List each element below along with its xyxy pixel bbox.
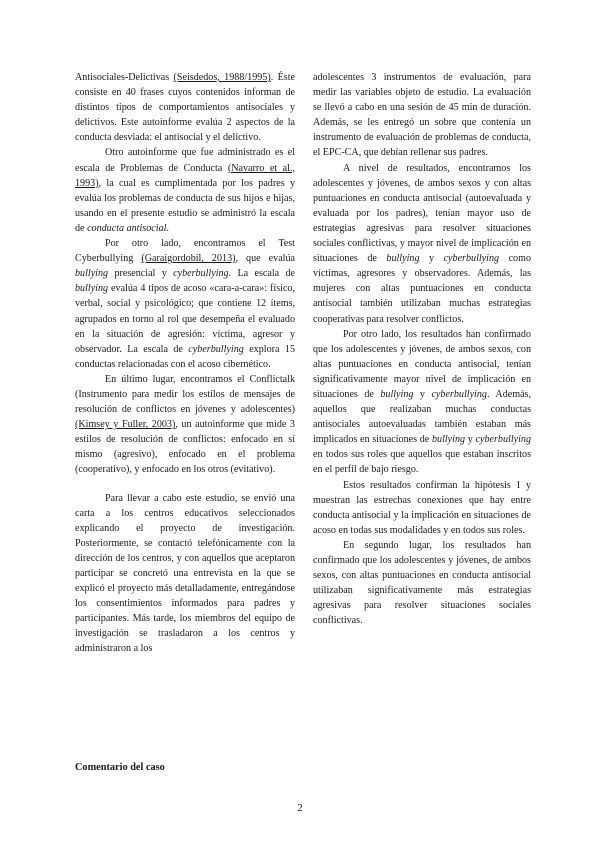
text-span: , la cual es cumplimentada por los padres y evalúa los problemas de conducta de sus hijos e hijas, usando en el presente estudio se administró la escala de [75, 177, 295, 234]
emphasis: cyberbullying [188, 343, 244, 355]
text-span: y [465, 434, 476, 446]
text-span: presencial y [108, 268, 174, 280]
emphasis: bullying [386, 253, 420, 265]
text-span: Por otro lado, los resultados han confirmado que los adolescentes y jóvenes, de ambos sexos, con altas puntuaciones en conducta antisocial, tenían significativamente mayor nivel de implicación en situaciones de [313, 328, 531, 400]
paragraph-6: adolescentes 3 instrumentos de evaluación, para medir las variables objeto de estudio. La evaluación se llevó a cabo en una sesión de 45 min de duración. Además, se les entregó un sobre que contenía un instrumento de evaluación de problemas de conducta, el EPC-CA, que debían rellenar sus padres. [313, 72, 531, 159]
text-span: . Éste consiste en 40 frases cuyos contenidos informan de distintos tipos de comportamientos antisociales y delictivos. Este autoinforme evalúa 2 aspectos de la conducta desviada: el antisocial y el delictivo. [75, 72, 295, 144]
text-span: explora 15 conductas relacionadas con el acoso cibernético. [75, 343, 295, 370]
emphasis: bullying [431, 434, 466, 446]
emphasis: cyberbullying [443, 253, 500, 265]
text-span: . La escala de [228, 268, 296, 280]
text-span: En último lugar, encontramos el Conflictalk (Instrumento para medir los estilos de mensajes de resolución de conflictos en jóvenes y adolescentes) [75, 373, 295, 416]
citation-link[interactable]: (Kimsey y Fuller, 2003) [75, 419, 176, 431]
emphasis: cyberbullying [173, 268, 229, 280]
paragraph-7 [313, 161, 531, 327]
text-span: y [413, 388, 432, 400]
text-span: evalúa 4 tipos de acoso «cara-a-cara»: físico, verbal, social y psicológico; que contiene 12 ítems, agrupados en torno al rol que desempeña el evaluado en la situación de agresión: víctima, agresor y observador. La escala de [75, 283, 295, 355]
emphasis: bullying [380, 388, 414, 400]
right-column [313, 70, 531, 628]
citation-link[interactable]: (Navarro et al., 1993) [75, 162, 295, 189]
text-span: , un autoinforme que mide 3 estilos de resolución de conflictos: enfocado en sí mismo (agresivo), enfocado en el problema (cooperativo), y enfocado en los otros (evitativo). [75, 419, 295, 476]
text-span: , que evalúa [235, 253, 296, 265]
paragraph-5: Para llevar a cabo este estudio, se envió una carta a los centros educativos seleccionados explicando el proyecto de investigación. Posteriormente, se contactó telefónicamente con la dirección de los centros, y con aquellos que aceptaron participar se concretó una entrevista en la que se explicó el proyecto más detalladamente, entregándose los consentimientos informados para padres y participantes. Más tarde, los miembros del equipo de investigación se trasladaron a los centros y administraron a los [75, 492, 295, 655]
emphasis: cyberbullying [431, 388, 487, 400]
text-span: A nivel de resultados, encontramos los adolescentes y jóvenes, de ambos sexos y con altas puntuaciones en conducta antisocial (autoevaluada y evaluada por los padres), tenían mayor uso de estrategias agresivas para resolver situaciones sociales conflictivas, y mayor nivel de implicación en situaciones de [313, 162, 531, 265]
citation-link[interactable]: (Seisdedos, 1988/1995) [173, 72, 271, 83]
text-span: . Además, aquellos que realizaban muchas conductas antisociales autoevaluadas también estaban más implicados en situaciones de [313, 388, 531, 446]
paragraph-3 [75, 236, 295, 372]
paragraph-4 [75, 372, 295, 478]
paragraph-8 [313, 327, 531, 478]
text-span: Otro autoinforme que fue administrado es el escala de Problemas de Conducta [75, 147, 295, 174]
emphasis: bullying [75, 268, 109, 280]
text-span: . [166, 222, 169, 234]
section-heading: Comentario del caso [75, 762, 165, 773]
text-span: Antisociales-Delictivas [75, 72, 174, 83]
emphasis: bullying [75, 283, 109, 295]
page-number: 2 [297, 802, 303, 814]
left-column [75, 70, 295, 657]
paragraph-10: En segundo lugar, los resultados han confirmado que los adolescentes y jóvenes, de ambos sexos, con altas puntuaciones en conducta antisocial utilizaban significativamente más estrategias agresivas para resolver situaciones sociales conflictivas. [313, 539, 531, 627]
paragraph-1 [75, 70, 295, 145]
text-span: como víctimas, agresores y observadores. Además, las mujeres con altas puntuaciones en conducta antisocial también utilizaban muchas estrategias cooperativas para resolver conflictos. [313, 253, 531, 325]
emphasis: cyberbullying [475, 434, 531, 446]
citation-link[interactable]: (Garaigordobil, 2013) [141, 253, 236, 265]
emphasis: conducta antisocial [87, 222, 167, 234]
text-span: Por otro lado, encontramos el Test Cyberbullying [75, 238, 295, 265]
paragraph-2 [75, 145, 295, 236]
text-span: en todos sus roles que aquellos que estaban inscritos en el perfil de bajo riesgo. [313, 449, 531, 476]
paragraph-9: Estos resultados confirman la hipótesis 1 y muestran las estrechas conexiones que hay entre conducta antisocial y la implicación en situaciones de acoso en todas sus modalidades y en todos sus roles. [313, 479, 531, 536]
text-span: y [419, 253, 444, 265]
